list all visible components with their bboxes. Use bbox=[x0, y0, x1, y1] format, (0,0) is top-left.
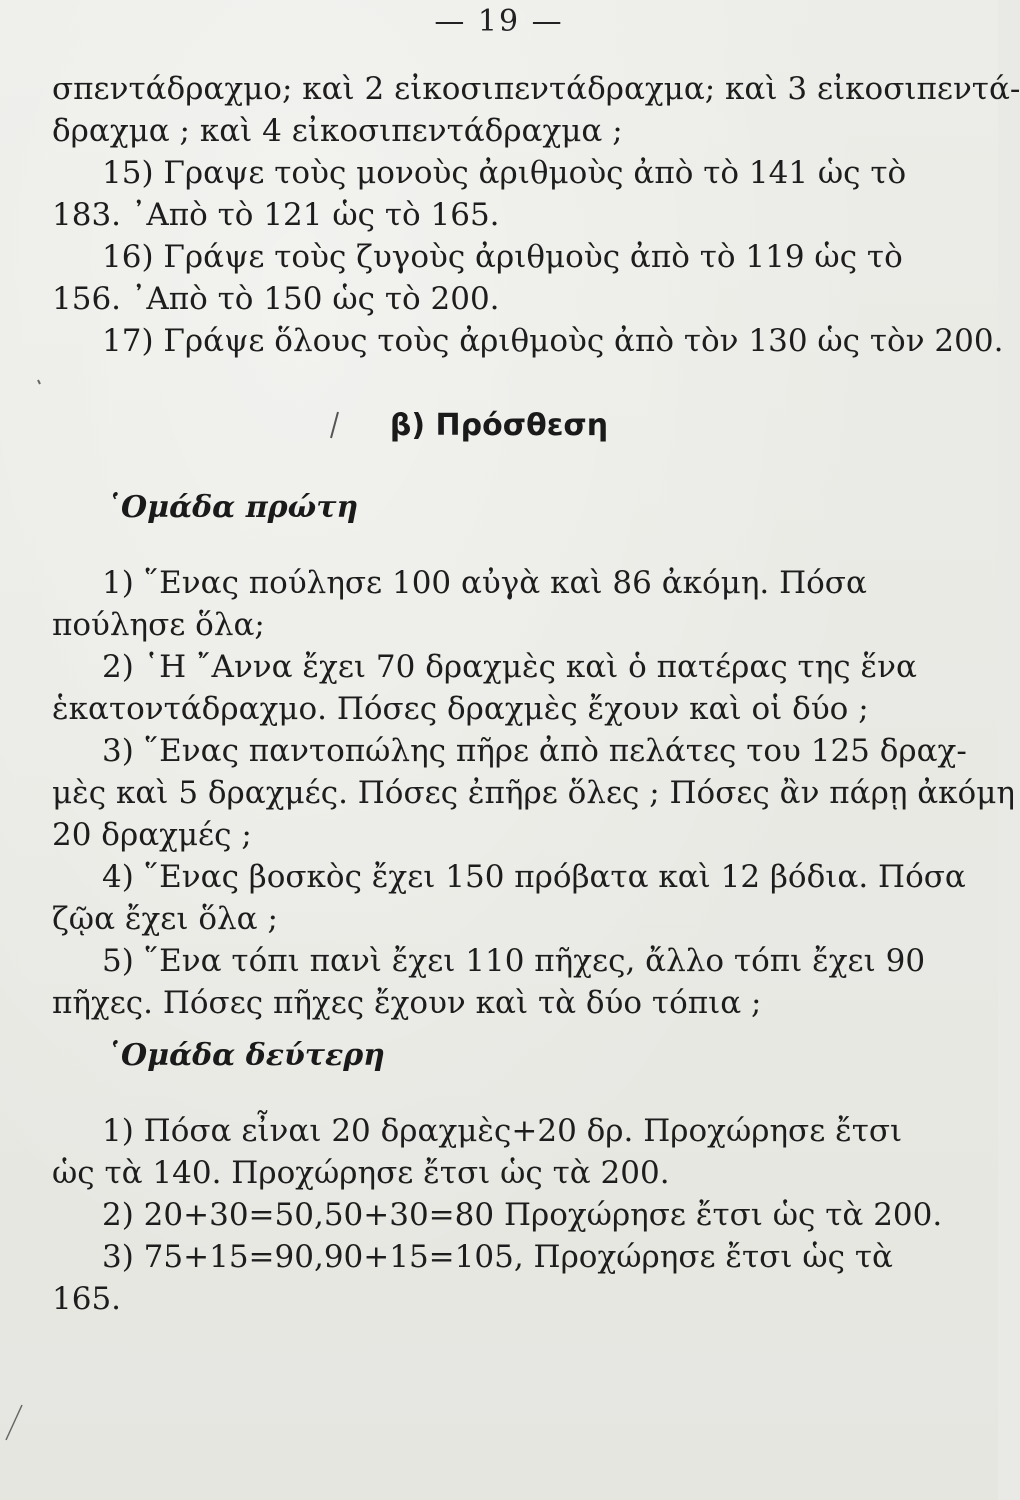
group-one-exercises bbox=[52, 562, 1015, 1024]
text-line: 183. ᾿Απὸ τὸ 121 ὡς τὸ 165. bbox=[52, 197, 500, 233]
exercise-17: 17) Γράψε ὅλους τοὺς ἀριθμοὺς ἀπὸ τὸν 130 ὡς τὸν 200. bbox=[102, 323, 1004, 359]
text-line: πῆχες. Πόσες πῆχες ἔχουν καὶ τὰ δύο τόπια ; bbox=[52, 985, 762, 1021]
text-line: σπεντάδραχμο; καὶ 2 εἰκοσιπεντάδραχμα; καὶ 3 εἰκοσιπεντά- bbox=[52, 71, 1020, 107]
exercise-16: 16) Γράψε τοὺς ζυγοὺς ἀριθμοὺς ἀπὸ τὸ 119 ὡς τὸ bbox=[102, 239, 903, 275]
text-line: πούλησε ὅλα; bbox=[52, 607, 265, 643]
text-line: 20 δραχμές ; bbox=[52, 817, 252, 853]
section-heading: β) Πρόσθεση bbox=[389, 408, 609, 443]
intro-exercises bbox=[52, 68, 1020, 362]
exercise-2: 2) 20+30=50,50+30=80 Προχώρησε ἔτσι ὡς τὰ 200. bbox=[102, 1197, 943, 1233]
exercise-2: 2) ῾Η ῎Αννα ἔχει 70 δραχμὲς καὶ ὁ πατέρας της ἕνα bbox=[102, 649, 917, 685]
text-line: 165. bbox=[52, 1281, 122, 1317]
text-line: μὲς καὶ 5 δραχμές. Πόσες ἐπῆρε ὅλες ; Πόσες ἂν πάρῃ ἀκόμη bbox=[52, 775, 1015, 811]
page-number: — 19 — bbox=[434, 4, 564, 39]
exercise-5: 5) ῞Ενα τόπι πανὶ ἔχει 110 πῆχες, ἄλλο τόπι ἔχει 90 bbox=[102, 943, 926, 979]
exercise-1: 1) ῞Ενας πούλησε 100 αὐγὰ καὶ 86 ἀκόμη. Πόσα bbox=[102, 565, 867, 601]
text-line: 156. ᾿Απὸ τὸ 150 ὡς τὸ 200. bbox=[52, 281, 500, 317]
exercise-3: 3) ῞Ενας παντοπώλης πῆρε ἀπὸ πελάτες του 125 δραχ- bbox=[102, 733, 967, 769]
text-line: ὡς τὰ 140. Προχώρησε ἔτσι ὡς τὰ 200. bbox=[52, 1155, 670, 1191]
pencil-stroke bbox=[38, 380, 40, 384]
exercise-3: 3) 75+15=90,90+15=105, Προχώρησε ἔτσι ὡς τὰ bbox=[102, 1239, 893, 1275]
group-two-exercises bbox=[52, 1110, 943, 1320]
exercise-1: 1) Πόσα εἶναι 20 δραχμὲς+20 δρ. Προχώρησε ἔτσι bbox=[102, 1113, 903, 1149]
pencil-stroke bbox=[6, 1405, 22, 1440]
exercise-4: 4) ῞Ενας βοσκὸς ἔχει 150 πρόβατα καὶ 12 βόδια. Πόσα bbox=[102, 859, 966, 895]
text-line: ζῷα ἔχει ὅλα ; bbox=[52, 901, 278, 937]
group-one-title: ῾Ομάδα πρώτη bbox=[106, 490, 359, 525]
exercise-15: 15) Γραψε τοὺς μονοὺς ἀριθμοὺς ἀπὸ τὸ 141 ὡς τὸ bbox=[102, 155, 907, 191]
text-line: ἑκατοντάδραχμο. Πόσες δραχμὲς ἔχουν καὶ οἱ δύο ; bbox=[52, 691, 869, 727]
group-two-title: ῾Ομάδα δεύτερη bbox=[106, 1038, 385, 1073]
text-line: δραχμα ; καὶ 4 εἰκοσιπεντάδραχμα ; bbox=[52, 113, 623, 149]
